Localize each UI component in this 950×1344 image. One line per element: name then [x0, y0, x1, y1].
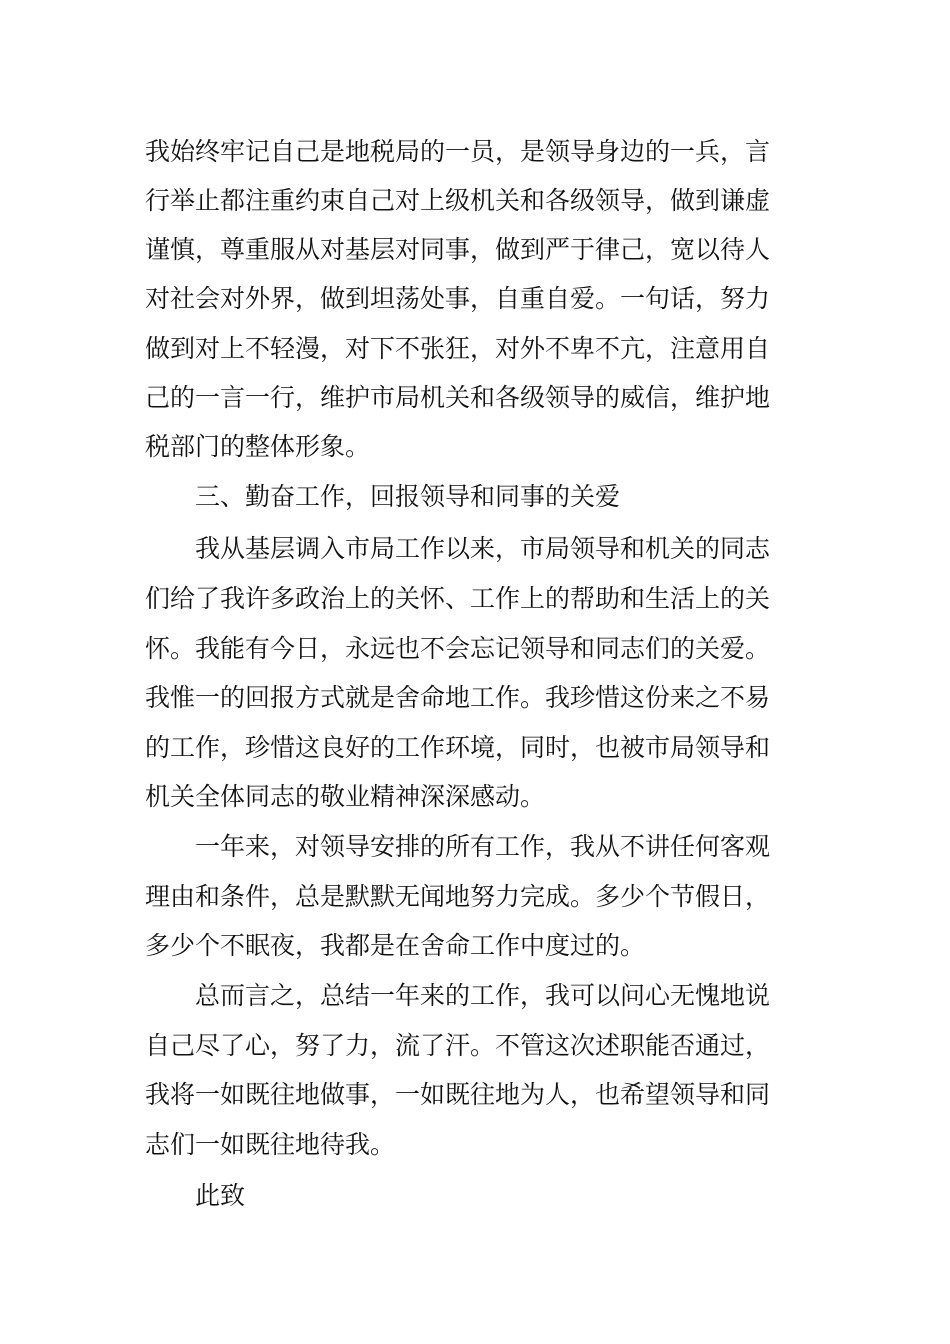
text-line: 我将一如既往地做事，一如既往地为人，也希望领导和同 [145, 1080, 771, 1109]
text-line: 一年来，对领导安排的所有工作，我从不讲任何客观 [195, 832, 771, 861]
text-line: 的工作，珍惜这良好的工作环境，同时，也被市局领导和 [145, 733, 771, 762]
text-line: 们给了我许多政治上的关怀、工作上的帮助和生活上的关 [145, 584, 771, 613]
text-line: 总而言之，总结一年来的工作，我可以问心无愧地说 [195, 981, 771, 1010]
text-line: 税部门的整体形象。 [145, 432, 371, 461]
text-line: 自己尽了心，努了力，流了汗。不管这次述职能否通过， [145, 1031, 771, 1060]
text-line: 理由和条件，总是默默无闻地努力完成。多少个节假日， [145, 882, 771, 911]
text-line: 做到对上不轻漫，对下不张狂，对外不卑不亢，注意用自 [145, 334, 771, 363]
text-line: 志们一如既往地待我。 [145, 1130, 396, 1159]
text-line: 行举止都注重约束自己对上级机关和各级领导，做到谦虚 [145, 186, 771, 215]
closing-salutation: 此致 [195, 1181, 246, 1210]
text-line: 机关全体同志的敬业精神深深感动。 [145, 782, 546, 811]
text-line: 谨慎，尊重服从对基层对同事，做到严于律己，宽以待人 [145, 235, 771, 264]
text-line: 怀。我能有今日，永远也不会忘记领导和同志们的关爱。 [145, 634, 771, 663]
text-line: 我惟一的回报方式就是舍命地工作。我珍惜这份来之不易 [145, 683, 771, 712]
text-line: 多少个不眠夜，我都是在舍命工作中度过的。 [145, 931, 646, 960]
section-heading: 三、勤奋工作，回报领导和同事的关爱 [195, 482, 621, 511]
text-line: 我始终牢记自己是地税局的一员，是领导身边的一兵，言 [145, 137, 771, 166]
text-line: 我从基层调入市局工作以来，市局领导和机关的同志 [195, 534, 771, 563]
text-line: 对社会对外界，做到坦荡处事，自重自爱。一句话，努力 [145, 284, 771, 313]
text-line: 己的一言一行，维护市局机关和各级领导的威信，维护地 [145, 383, 771, 412]
